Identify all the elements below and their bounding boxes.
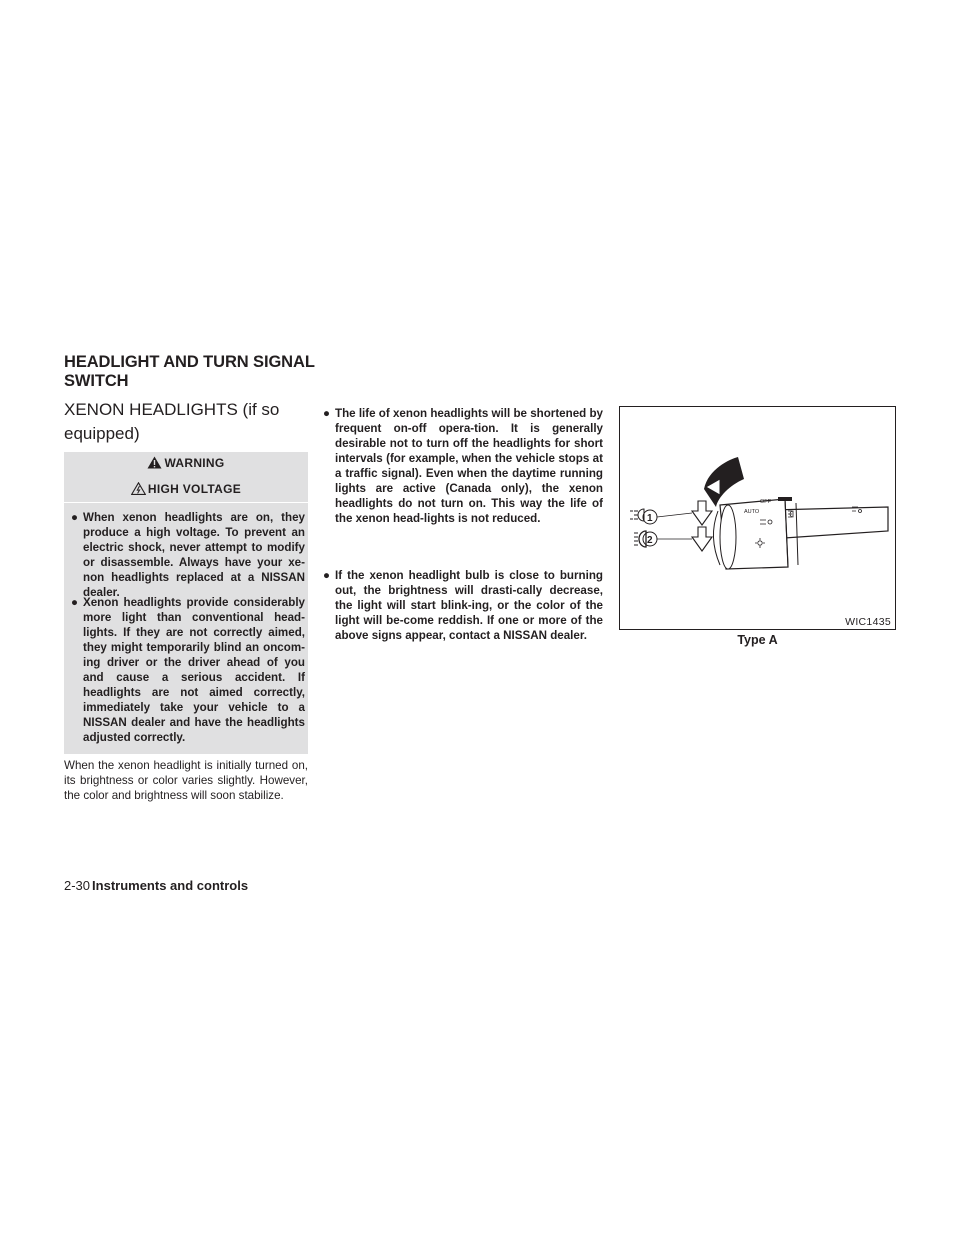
subsection-title: XENON HEADLIGHTS (if so equipped) bbox=[64, 400, 280, 443]
warning-title-row bbox=[64, 456, 308, 470]
column2-bullet-text: The life of xenon headlights will be shortened by frequent on-off opera-tion. It is generally desirable not to turn off the headlights for short intervals (for example, when the vehicle stops at a traffic signal). Even when the daytime running lights are active (Canada only), the xenon headlights do not turn on. This way the life of the xenon head-lights is not reduced. bbox=[335, 407, 603, 525]
warning-header bbox=[64, 452, 308, 503]
column2-bullet-1 bbox=[323, 406, 603, 526]
flash-to-pass-icon bbox=[630, 509, 644, 521]
section-title-line1: HEADLIGHT AND TURN SIGNAL bbox=[64, 353, 315, 371]
section-title-line2: SWITCH bbox=[64, 372, 129, 390]
headlight-switch-figure bbox=[619, 406, 896, 630]
position-2-label: 2 bbox=[647, 535, 653, 546]
warning-bullet-2 bbox=[71, 595, 305, 745]
warning-bullet-1 bbox=[71, 510, 305, 600]
column2-bullet-2 bbox=[323, 568, 603, 643]
auto-label: AUTO bbox=[744, 509, 760, 515]
rotate-arrow-icon bbox=[704, 457, 744, 507]
warning-bullet-text: Xenon headlights provide considerably more light than conventional head-lights. If they are not correctly aimed, they might temporarily blind an oncom-ing driver or the driver ahead of you and cause a serious accident. If headlights are not aimed correctly, immediately take your vehicle to a NISSAN dealer and have the headlights adjusted correctly. bbox=[83, 596, 305, 744]
page-number: 2-30 bbox=[64, 878, 91, 893]
bullet-icon: ● bbox=[71, 596, 79, 609]
warning-triangle-icon bbox=[147, 456, 162, 469]
off-label: OFF bbox=[760, 499, 771, 505]
position-1-label: 1 bbox=[647, 513, 653, 524]
warning-title: WARNING bbox=[164, 456, 225, 470]
bullet-icon: ● bbox=[323, 569, 331, 582]
down-arrow-icon bbox=[692, 527, 712, 551]
down-arrow-icon bbox=[692, 501, 712, 525]
high-voltage-title-row bbox=[64, 482, 308, 496]
warning-box bbox=[64, 452, 308, 754]
headlight-switch-illustration bbox=[620, 407, 895, 629]
figure-caption: Type A bbox=[737, 633, 778, 647]
bullet-icon: ● bbox=[323, 407, 331, 420]
high-voltage-title: HIGH VOLTAGE bbox=[147, 482, 242, 496]
section-title bbox=[64, 353, 315, 391]
high-voltage-icon bbox=[131, 482, 146, 495]
body-paragraph: When the xenon headlight is initially turned on, its brightness or color varies slightly. However, the color and brightness will soon stabilize. bbox=[64, 759, 308, 802]
figure-code: WIC1435 bbox=[845, 616, 891, 628]
page-footer bbox=[64, 878, 248, 893]
column2-bullet-text: If the xenon headlight bulb is close to burning out, the brightness will drasti-cally decrease, the light will start blink-ing, or the color of the light will be-come reddish. If one or more of the above signs appear, contact a NISSAN dealer. bbox=[335, 569, 603, 642]
warning-bullet-text: When xenon headlights are on, they produce a high voltage. To prevent an electric shock, never attempt to modify or disassemble. Always have your xe-non headlights replaced at a NISSAN dealer. bbox=[83, 511, 305, 599]
footer-section: Instruments and controls bbox=[92, 878, 249, 893]
bullet-icon: ● bbox=[71, 511, 79, 524]
